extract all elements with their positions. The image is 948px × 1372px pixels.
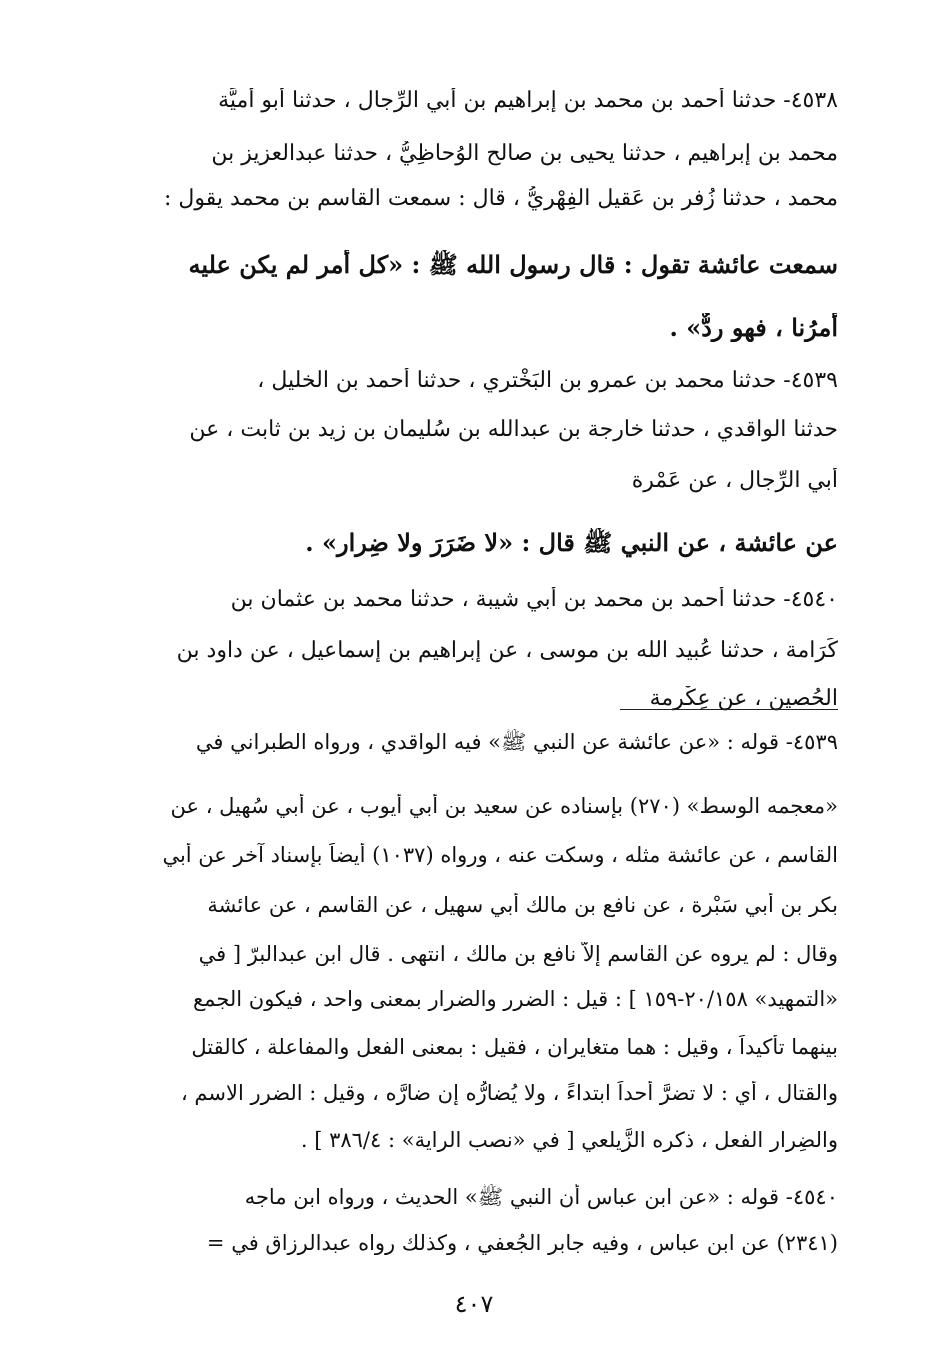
footnote-line: (٢٣٤١) عن ابن عباس ، وفيه جابر الجُعفي ، وكذلك رواه عبدالرزاق في = [206,1231,838,1255]
footnote-divider [620,709,838,710]
hadith-text-line: سمعت عائشة تقول : قال رسول الله ﷺ : «كل أمر لم يكن عليه [188,250,838,279]
main-text-line: ٤٥٣٩- حدثنا محمد بن عمرو بن البَخْتري ، حدثنا أحمد بن الخليل ، [257,368,838,393]
footnote-line: «معجمه الوسط» (٢٧٠) بإسناده عن سعيد بن أبي أيوب ، عن أبي سُهيل ، عن [170,794,838,818]
main-text-line: كَرَامة ، حدثنا عُبيد الله بن موسى ، عن إبراهيم بن إسماعيل ، عن داود بن [176,638,838,663]
footnote-line: بكر بن أبي سَبْرة ، عن نافع بن مالك أبي سهيل ، عن القاسم ، عن عائشة [207,893,838,917]
footnote-line: والضِرار الفعل ، ذكره الزَّيلعي [ في «نصب الراية» : ٣٨٦/٤ ] . [300,1128,838,1152]
footnote-line: والقتال ، أي : لا تضرَّ أحداً ابتداءً ، ولا يُضارُّه إن ضارَّه ، وقيل : الضرر الاسم ، [180,1081,838,1105]
main-text-line: ٤٥٤٠- حدثنا أحمد بن محمد بن أبي شيبة ، حدثنا محمد بن عثمان بن [230,587,838,612]
main-text-line: ٤٥٣٨- حدثنا أحمد بن محمد بن إبراهيم بن أبي الرِّجال ، حدثنا أبو أُميَّة [218,88,838,113]
footnote-line: ٤٥٣٩- قوله : «عن عائشة عن النبي ﷺ» فيه الواقدي ، ورواه الطبراني في [195,730,838,754]
main-text-line: محمد ، حدثنا زُفر بن عَقيل الفِهْرِيُّ ، قال : سمعت القاسم بن محمد يقول : [164,186,838,211]
main-text-line: محمد بن إبراهيم ، حدثنا يحيى بن صالح الوُحاظِيُّ ، حدثنا عبدالعزيز بن [211,141,838,166]
footnote-line: بينهما تأكيداً ، وقيل : هما متغايران ، فقيل : بمعنى الفعل والمفاعلة ، كالقتل [191,1035,838,1059]
main-text-line: حدثنا الواقدي ، حدثنا خارجة بن عبدالله بن سُليمان بن زيد بن ثابت ، عن [189,417,838,442]
hadith-text-line: أمرُنا ، فهو ردٌّ» . [669,313,838,342]
main-text-line: أبي الرِّجال ، عن عَمْرة [631,468,838,493]
footnote-line: ٤٥٤٠- قوله : «عن ابن عباس أن النبي ﷺ» الحديث ، ورواه ابن ماجه [244,1185,838,1209]
footnote-line: القاسم ، عن عائشة مثله ، وسكت عنه ، ورواه (١٠٣٧) أيضاً بإسناد آخر عن أبي [162,843,838,867]
main-text-line: الحُصين ، عن عِكْرِمة [649,686,838,711]
page-number: ٤٠٧ [454,1290,494,1318]
hadith-text-line: عن عائشة ، عن النبي ﷺ قال : «لا ضَرَرَ ولا ضِرار» . [305,528,838,557]
footnote-line: «التمهيد» ٢٠/١٥٨-١٥٩ ] : قيل : الضرر والضرار بمعنى واحد ، فيكون الجمع [193,987,838,1011]
footnote-line: وقال : لم يروه عن القاسم إلاّ نافع بن مالك ، انتهى . قال ابن عبدالبرّ [ في [198,942,838,966]
